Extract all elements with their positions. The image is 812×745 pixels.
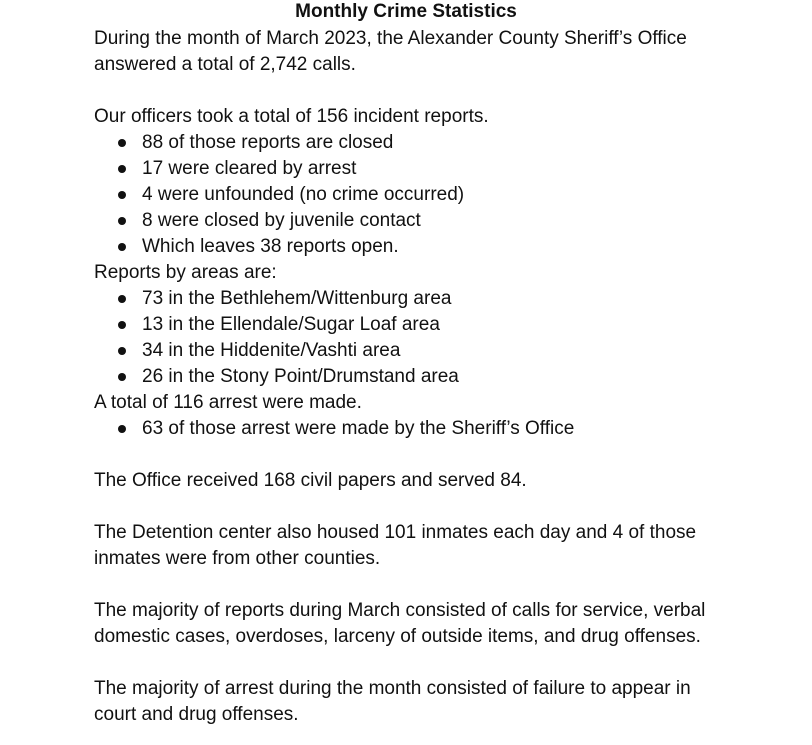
list-item-text: 73 in the Bethlehem/Wittenburg area <box>142 288 452 309</box>
list-item-text: Which leaves 38 reports open. <box>142 236 399 257</box>
civil-papers-paragraph: The Office received 168 civil papers and served 84. <box>94 470 527 491</box>
list-item-text: 88 of those reports are closed <box>142 132 394 153</box>
arrest-majority-paragraph: The majority of arrest during the month consisted of failure to appear in court and drug offenses. <box>94 678 691 725</box>
list-item <box>94 156 724 182</box>
list-item <box>94 130 724 156</box>
bullet-icon <box>118 191 126 199</box>
bullet-icon <box>118 373 126 381</box>
intro-paragraph: During the month of March 2023, the Alexander County Sheriff’s Office answered a total of 2,742 calls. <box>94 28 687 75</box>
list-item <box>94 286 724 312</box>
areas-list <box>94 286 724 390</box>
bullet-icon <box>118 139 126 147</box>
list-item <box>94 234 724 260</box>
spacer <box>94 572 724 598</box>
document-content <box>94 0 724 728</box>
bullet-icon <box>118 217 126 225</box>
bullet-icon <box>118 321 126 329</box>
list-item <box>94 338 724 364</box>
spacer <box>94 650 724 676</box>
list-item-text: 13 in the Ellendale/Sugar Loaf area <box>142 314 440 335</box>
list-item <box>94 364 724 390</box>
list-item-text: 34 in the Hiddenite/Vashti area <box>142 340 401 361</box>
detention-paragraph: The Detention center also housed 101 inmates each day and 4 of those inmates were from other counties. <box>94 522 697 569</box>
bullet-icon <box>118 347 126 355</box>
list-item <box>94 416 724 442</box>
list-item-text: 26 in the Stony Point/Drumstand area <box>142 366 459 387</box>
list-item <box>94 312 724 338</box>
spacer <box>94 442 724 468</box>
arrest-list <box>94 416 724 442</box>
list-item-text: 17 were cleared by arrest <box>142 158 357 179</box>
bullet-icon <box>118 295 126 303</box>
list-item <box>94 182 724 208</box>
list-item-text: 8 were closed by juvenile contact <box>142 210 421 231</box>
incident-summary: Our officers took a total of 156 incident reports. <box>94 106 489 127</box>
reports-majority-paragraph: The majority of reports during March consisted of calls for service, verbal domestic cases, overdoses, larceny of outside items, and drug offenses. <box>94 600 706 647</box>
arrest-summary: A total of 116 arrest were made. <box>94 392 362 413</box>
list-item-text: 4 were unfounded (no crime occurred) <box>142 184 465 205</box>
spacer <box>94 78 724 104</box>
areas-heading: Reports by areas are: <box>94 262 277 283</box>
list-item <box>94 208 724 234</box>
bullet-icon <box>118 243 126 251</box>
bullet-icon <box>118 425 126 433</box>
incident-list <box>94 130 724 260</box>
spacer <box>94 494 724 520</box>
list-item-text: 63 of those arrest were made by the Sheriff’s Office <box>142 418 575 439</box>
page-title: Monthly Crime Statistics <box>295 1 517 22</box>
bullet-icon <box>118 165 126 173</box>
